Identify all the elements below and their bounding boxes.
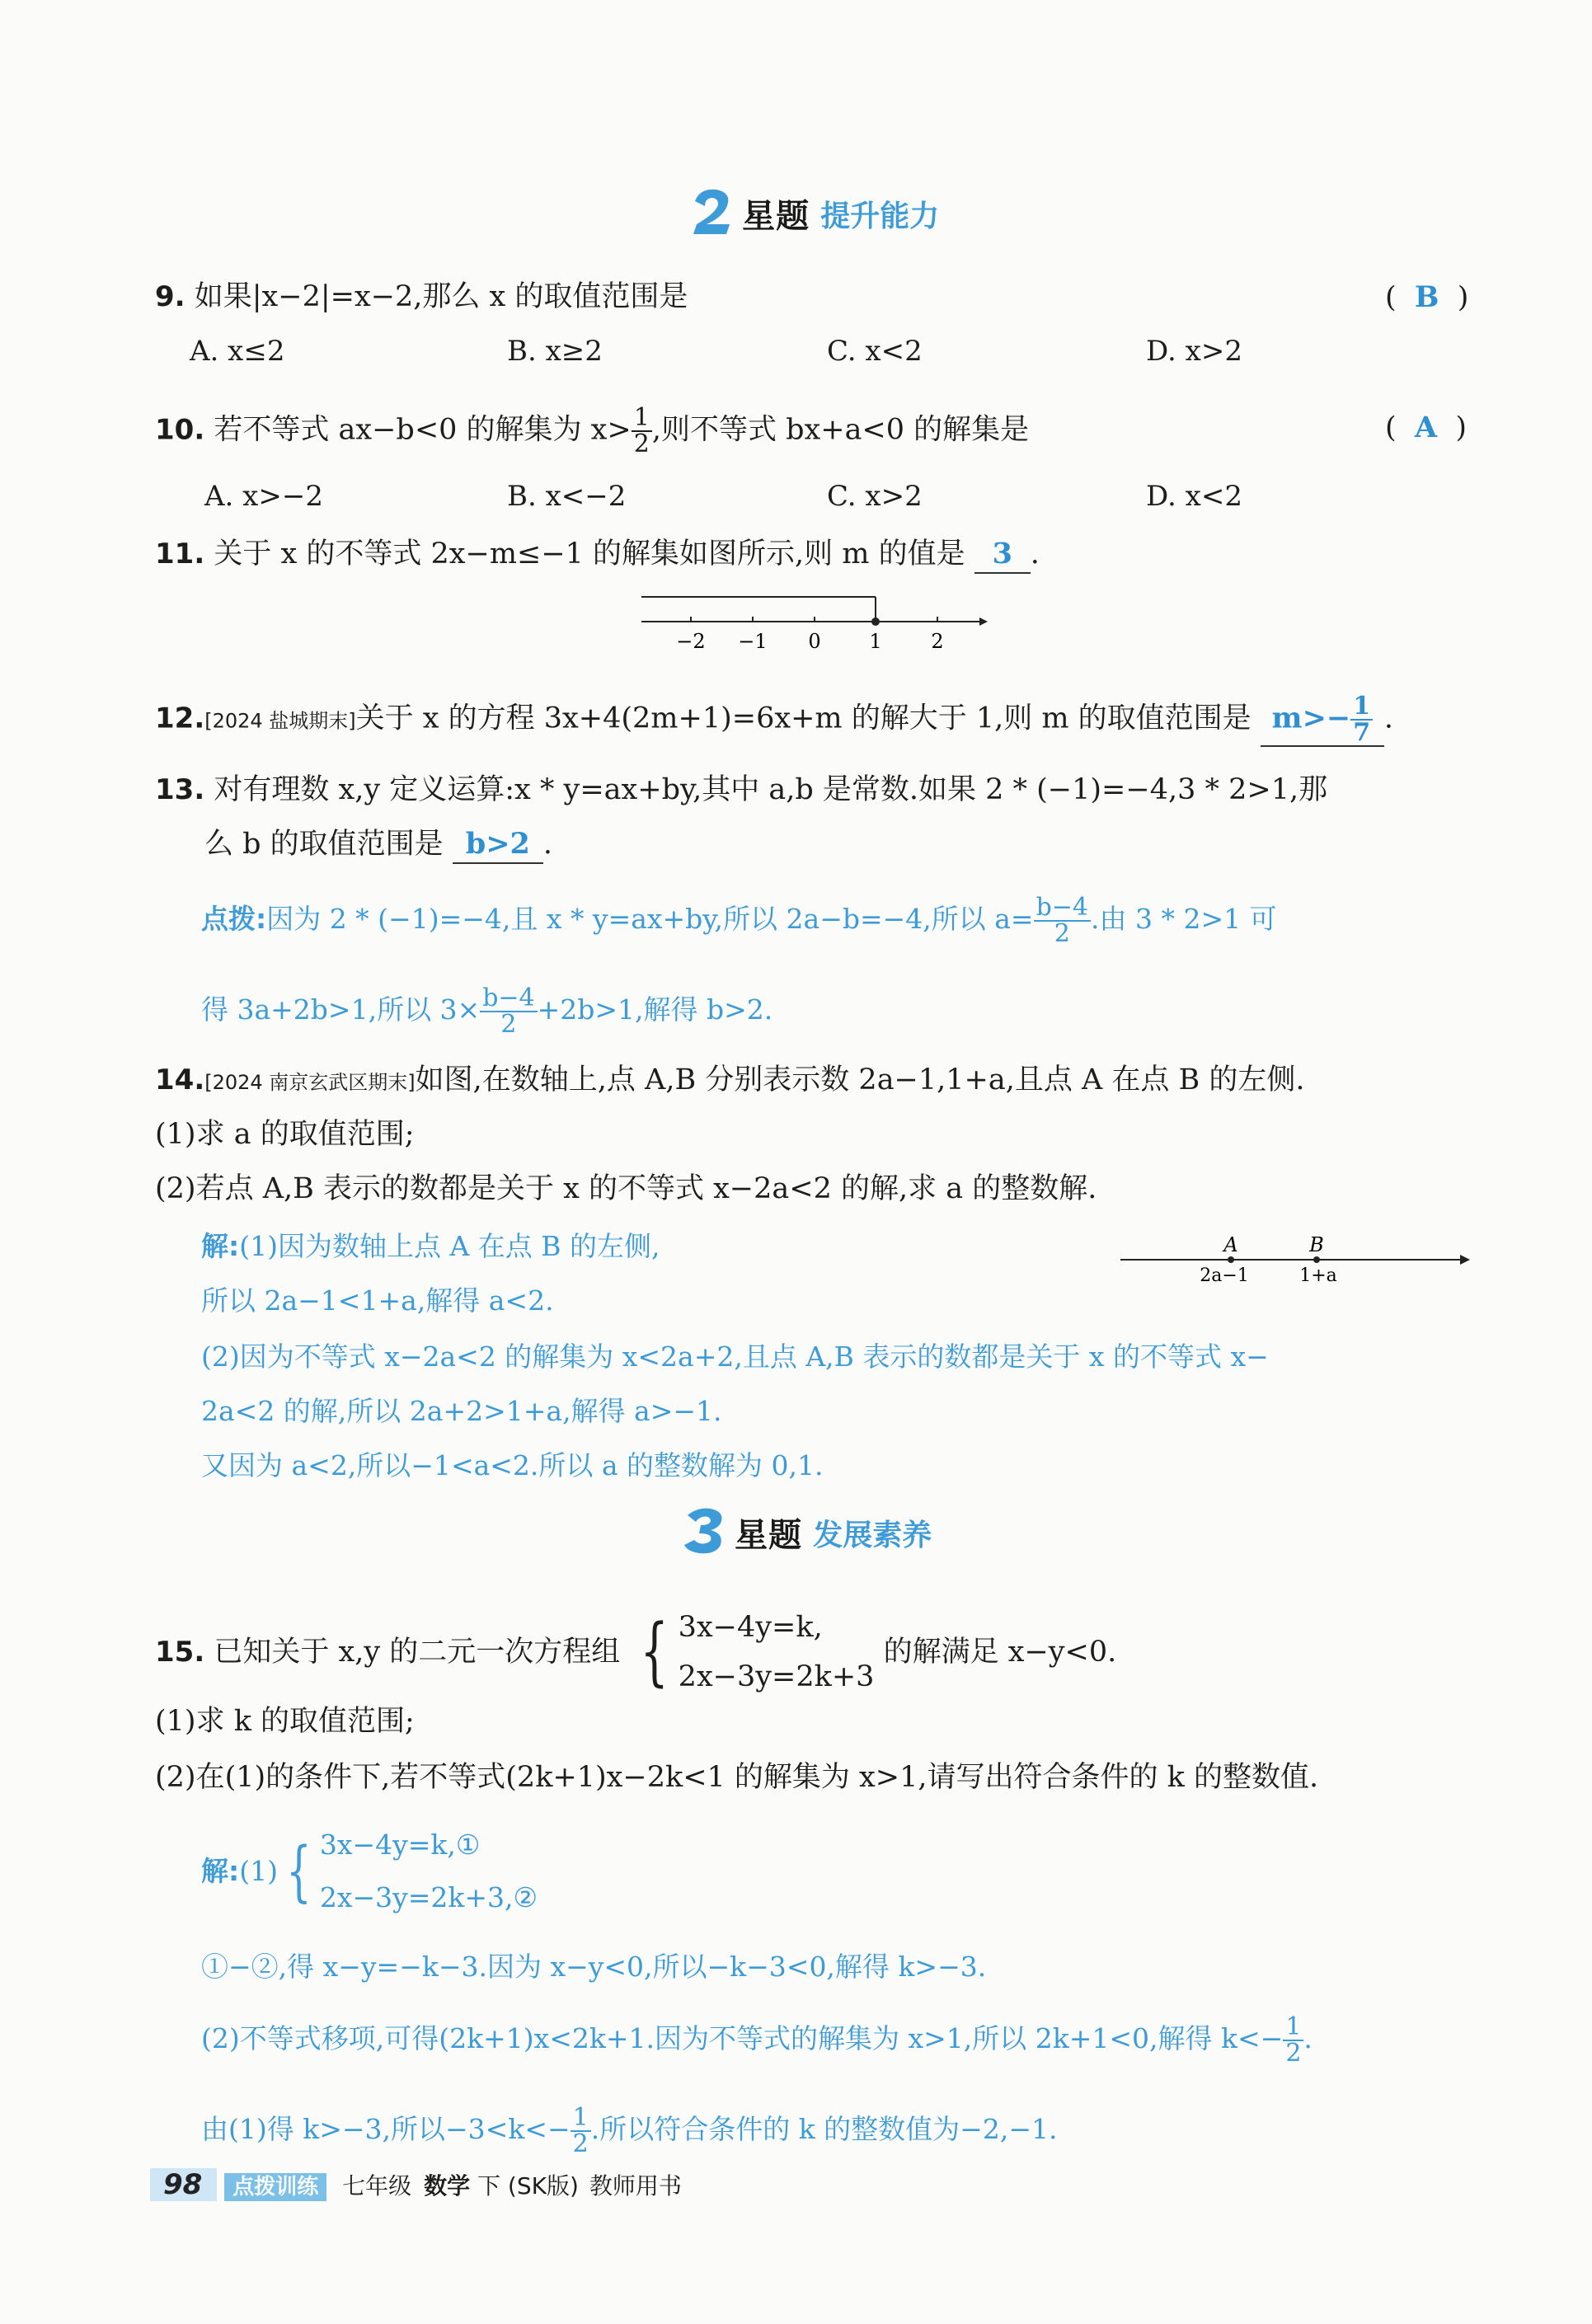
solution-line-4: 由(1)得 k>−3,所以−3<k<− $\frac{1}{2}$ .所以符合条件的 k 的整数值为−2,−1. [201,2103,1058,2158]
page-footer [150,2168,682,2201]
question-source: [2024 盐城期末] [204,709,356,733]
question-number: 9. [155,280,185,313]
answer-blank: m>− $\frac{1}{7}$ [1261,694,1384,747]
equation-1: 3x−4y=k, [678,1611,823,1644]
option-c: C. x>2 [827,480,923,513]
question-number: 12. [155,702,205,735]
answer-bracket: ( B ) [1385,280,1469,314]
tick-label: 1 [869,630,882,653]
question-text: 若不等式 ax−b<0 的解集为 x> [214,413,632,447]
tick-label: −1 [738,630,768,653]
fraction: $\frac{1}{2}$ [1283,2015,1303,2066]
solution-label: 解: [201,1230,240,1262]
question-source: [2024 南京玄武区期末] [204,1071,416,1094]
question-part-1: (1)求 k 的取值范围; [155,1705,415,1738]
section-star-label: 星题 [742,197,810,236]
question-10 [155,403,1030,458]
section-star-label: 星题 [735,1516,803,1555]
book-type: 教师用书 [589,2172,682,2200]
option-c: C. x<2 [827,335,923,368]
section-header-2 [688,186,939,241]
question-text-cont: ,则不等式 bx+a<0 的解集是 [651,413,1030,447]
equation-2: 2x−3y=2k+3,② [319,1881,538,1913]
solution-line-4: 2a<2 的解,所以 2a+2>1+a,解得 a>−1. [201,1395,722,1427]
solution-line-1: 解:(1)因为数轴上点 A 在点 B 的左侧, [201,1230,660,1262]
solution-line-2: 所以 2a−1<1+a,解得 a<2. [201,1284,554,1317]
question-9 [155,279,688,315]
question-text: 如果|x−2|=x−2,那么 x 的取值范围是 [194,280,688,313]
question-14 [155,1062,1305,1101]
answer-choice: B [1414,280,1439,314]
option-d: D. x<2 [1146,480,1242,513]
point-label-a: A [1223,1233,1238,1256]
option-a: A. x≤2 [190,335,285,368]
question-13 [155,772,1327,808]
equation-system: { 3x−4y=k, 2x−3y=2k+3 [629,1603,874,1702]
question-13-line2: 么 b 的取值范围是 b>2 . [204,826,552,864]
volume: 下 [477,2172,501,2200]
edition: (SK版) [507,2172,579,2200]
solution-line-1: 解:(1) { 3x−4y=k,① 2x−3y=2k+3,② [201,1819,538,1924]
option-b: B. x≥2 [507,335,603,368]
point-value-b: 1+a [1299,1265,1337,1286]
hint-line-1: 点拨:因为 2 * (−1)=−4,且 x * y=ax+by,所以 2a−b=−4,所以 a= $\frac{b-4}{2}$ .由 3 * 2>1 可 [201,893,1277,948]
question-text: 关于 x 的不等式 2x−m≤−1 的解集如图所示,则 m 的值是 [214,538,965,570]
section-title: 发展素养 [813,1518,932,1552]
section-title: 提升能力 [820,199,940,233]
question-number: 11. [155,538,205,570]
question-part-1: (1)求 a 的取值范围; [155,1118,415,1151]
option-a: A. x>−2 [204,480,323,513]
fraction: $\frac{1}{2}$ [571,2106,591,2157]
fraction: $\frac{b-4}{2}$ [480,986,537,1037]
grade: 七年级 [342,2172,412,2200]
tick-label: −2 [676,630,706,653]
solution-line-3: (2)因为不等式 x−2a<2 的解集为 x<2a+2,且点 A,B 表示的数都是关于 x 的不等式 x− [201,1340,1269,1373]
solution-line-3: (2)不等式移项,可得(2k+1)x<2k+1.因为不等式的解集为 x>1,所以 2k+1<0,解得 k<− $\frac{1}{2}$ . [201,2012,1313,2068]
section-header-3 [681,1505,932,1560]
answer-choice: A [1414,411,1438,444]
option-b: B. x<−2 [507,480,627,513]
question-text: 如图,在数轴上,点 A,B 分别表示数 2a−1,1+a,且点 A 在点 B 的左侧. [415,1063,1305,1096]
star-number-badge [688,186,738,241]
question-12: 12.[2024 盐城期末]关于 x 的方程 3x+4(2m+1)=6x+m 的解大于 1,则 m 的取值范围是 m>− $\frac{1}{7}$ . [155,692,1393,747]
answer-blank: 3 [974,536,1031,574]
hint-line-2: 得 3a+2b>1,所以 3× $\frac{b-4}{2}$ +2b>1,解得 b>2. [201,984,773,1039]
point-label-b: B [1309,1233,1324,1256]
number-line-figure [635,587,989,653]
fraction: $\frac{1}{7}$ [1350,694,1373,745]
solution-label: 解: [201,1855,240,1887]
question-part-2: (2)若点 A,B 表示的数都是关于 x 的不等式 x−2a<2 的解,求 a 的整数解. [155,1172,1097,1205]
star-number-badge [681,1505,730,1560]
subject: 数学 [424,2172,471,2200]
option-d: D. x>2 [1146,335,1242,368]
fraction: $\frac{b-4}{2}$ [1034,895,1091,946]
question-15: 15. 已知关于 x,y 的二元一次方程组 { 3x−4y=k, 2x−3y=2k+3 的解满足 x−y<0. [155,1603,1116,1702]
question-number: 10. [155,413,205,447]
equation-1: 3x−4y=k,① [319,1829,481,1861]
solution-line-2: ①−②,得 x−y=−k−3.因为 x−y<0,所以−k−3<0,解得 k>−3. [201,1951,987,1983]
page-number: 98 [150,2168,217,2201]
tick-label: 2 [931,630,944,653]
question-text: 对有理数 x,y 定义运算:x * y=ax+by,其中 a,b 是常数.如果 2 * (−1)=−4,3 * 2>1,那 [214,773,1328,806]
answer-bracket: ( A ) [1385,411,1467,444]
tick-label: 0 [808,630,821,653]
question-number: 14. [155,1063,205,1096]
answer-blank: b>2 [453,826,543,864]
question-number: 15. [155,1636,205,1669]
hint-label: 点拨: [201,903,267,935]
question-number: 13. [155,773,205,806]
solution-line-5: 又因为 a<2,所以−1<a<2.所以 a 的整数解为 0,1. [201,1449,824,1481]
equation-2: 2x−3y=2k+3 [678,1660,875,1693]
point-value-a: 2a−1 [1200,1265,1249,1286]
fraction: $\frac{1}{2}$ [632,406,652,457]
number-line-ab [1117,1230,1472,1288]
question-text: 关于 x 的方程 3x+4(2m+1)=6x+m 的解大于 1,则 m 的取值范围是 [355,702,1252,735]
question-part-2: (2)在(1)的条件下,若不等式(2k+1)x−2k<1 的解集为 x>1,请写出符合条件的 k 的整数值. [155,1761,1319,1794]
question-11: 11. 关于 x 的不等式 2x−m≤−1 的解集如图所示,则 m 的值是 3 . [155,536,1040,574]
brand-logo: 点拨训练 [224,2173,326,2201]
